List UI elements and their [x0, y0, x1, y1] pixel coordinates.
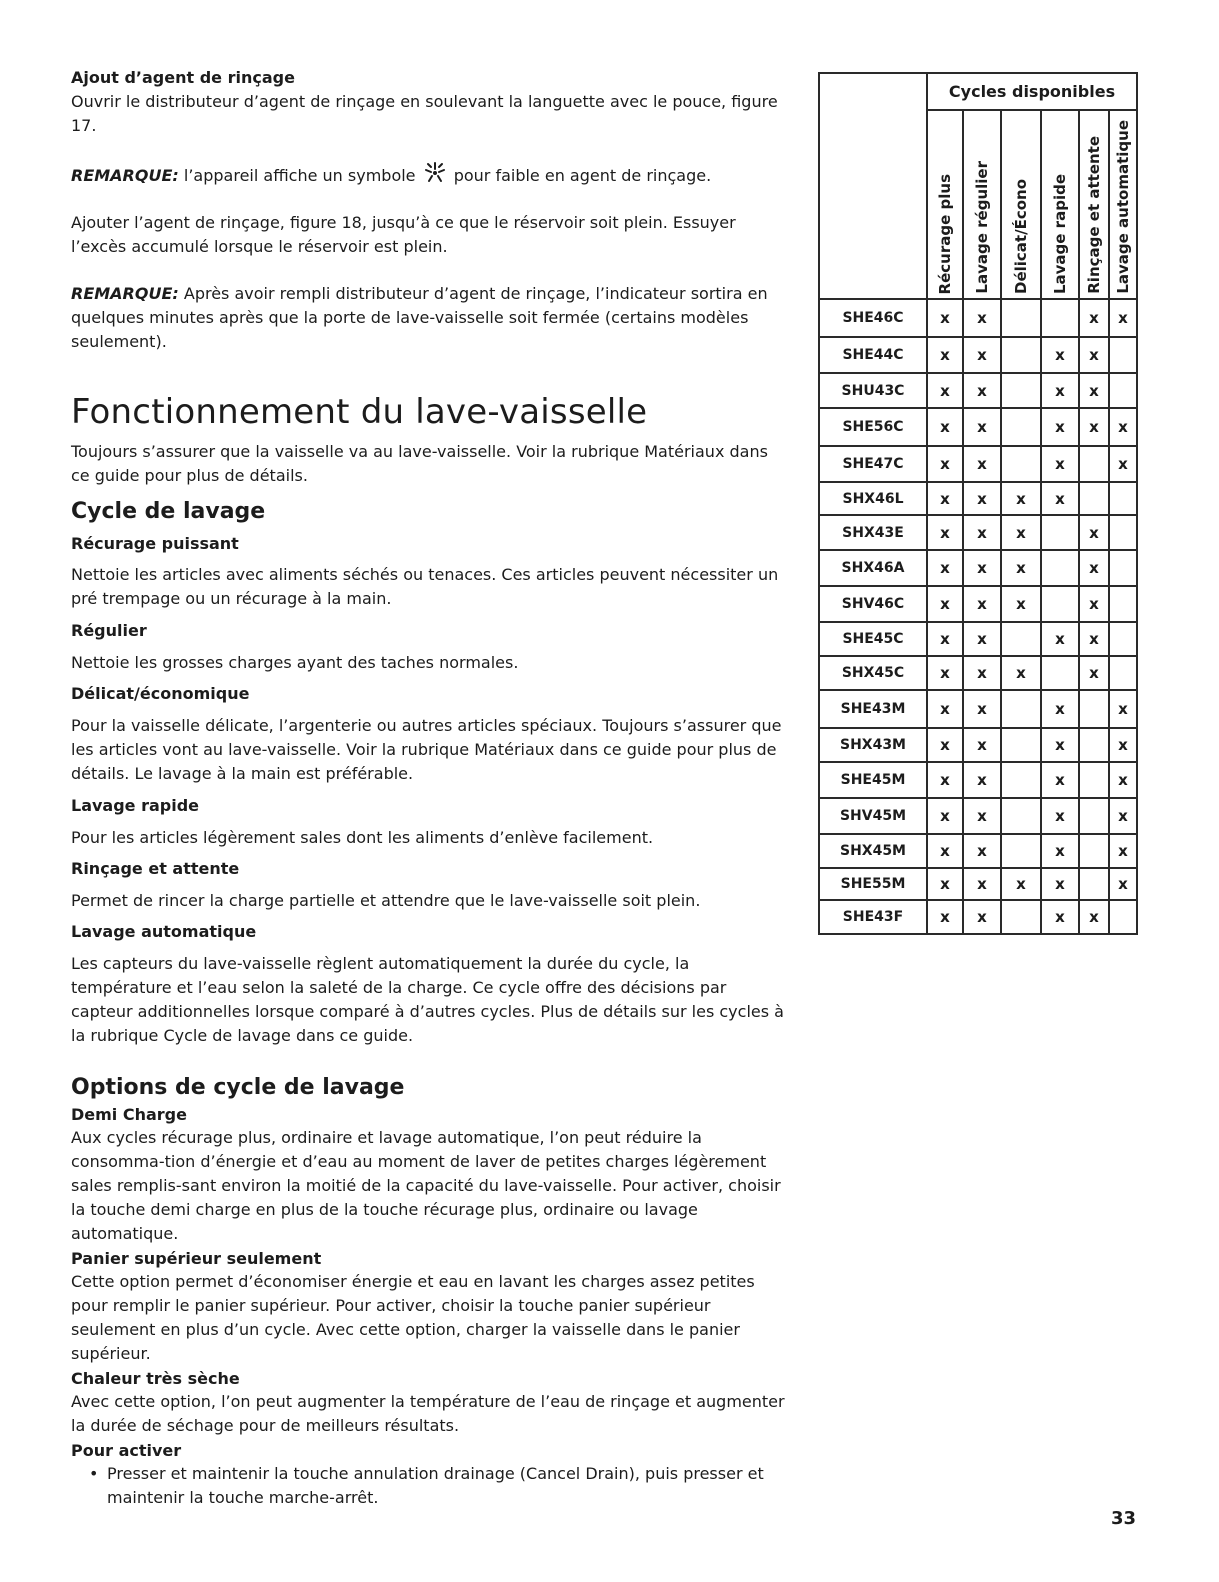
main-intro: Toujours s’assurer que la vaisselle va au lave-vaisselle. Voir la rubrique Matériaux dans ce guide pour plus de détails.	[71, 442, 768, 485]
availability-cell: x	[927, 900, 963, 934]
availability-cell: x	[1001, 656, 1041, 690]
column-header-label: Rinçage et attente	[1085, 136, 1103, 294]
availability-cell	[1079, 762, 1109, 798]
availability-cell: x	[1041, 728, 1079, 762]
availability-cell	[1109, 337, 1137, 373]
option-title: Demi Charge	[71, 1105, 187, 1124]
availability-cell: x	[963, 373, 1001, 408]
availability-cell	[1109, 482, 1137, 515]
availability-cell: x	[927, 728, 963, 762]
availability-cell	[1079, 798, 1109, 834]
rinse-note-1	[71, 161, 786, 188]
availability-cell	[1001, 728, 1041, 762]
availability-cell: x	[1079, 586, 1109, 622]
cycle-text: Pour les articles légèrement sales dont les aliments d’enlève facilement.	[71, 828, 654, 847]
cycle-title: Lavage rapide	[71, 796, 200, 815]
availability-cell: x	[927, 622, 963, 656]
cycle-title: Récurage puissant	[71, 534, 239, 553]
left-column	[71, 66, 786, 1510]
availability-cell: x	[927, 408, 963, 446]
availability-cell	[1041, 586, 1079, 622]
column-header	[927, 110, 963, 299]
availability-cell: x	[963, 622, 1001, 656]
availability-cell	[1109, 586, 1137, 622]
availability-cell: x	[1109, 446, 1137, 482]
availability-cell: x	[963, 550, 1001, 586]
options-heading: Options de cycle de lavage	[71, 1075, 405, 1100]
availability-cell: x	[927, 762, 963, 798]
availability-cell: x	[1041, 900, 1079, 934]
availability-cell	[1109, 656, 1137, 690]
availability-cell: x	[1109, 690, 1137, 728]
option-text: Cette option permet d’économiser énergie et eau en lavant les charges assez petites pour remplir le panier supérieur. Pour activer, choisir la touche panier supérieur seulement en plus d’un cycle. Avec cette option, charger la vaisselle dans le panier supérieur.	[71, 1272, 755, 1363]
availability-cell: x	[1041, 408, 1079, 446]
availability-cell	[1001, 798, 1041, 834]
availability-cell	[1041, 515, 1079, 550]
availability-cell: x	[927, 446, 963, 482]
availability-cell: x	[963, 299, 1001, 337]
model-cell: SHE55M	[819, 868, 927, 900]
availability-cell: x	[1079, 337, 1109, 373]
availability-cell: x	[927, 337, 963, 373]
rinse-note-2	[71, 282, 786, 354]
availability-cell: x	[927, 550, 963, 586]
cycle-text: Pour la vaisselle délicate, l’argenterie ou autres articles spéciaux. Toujours s’assurer que les articles vont au lave-vaisselle. Voir la rubrique Matériaux dans ce guide pour plus de détails. Le lavage à la main est préférable.	[71, 716, 782, 783]
cycles-heading: Cycle de lavage	[71, 499, 266, 524]
note-text: l’appareil affiche un symbole	[178, 166, 421, 185]
availability-cell: x	[1079, 373, 1109, 408]
column-header	[963, 110, 1001, 299]
table-row	[819, 515, 1137, 550]
availability-cell: x	[1079, 550, 1109, 586]
availability-cell	[1001, 622, 1041, 656]
availability-cell: x	[1041, 868, 1079, 900]
availability-cell: x	[963, 656, 1001, 690]
availability-cell: x	[963, 900, 1001, 934]
model-cell: SHE44C	[819, 337, 927, 373]
rinse-paragraph-1: Ouvrir le distributeur d’agent de rinçage en soulevant la languette avec le pouce, figure 17.	[71, 92, 778, 135]
rinse-aid-icon	[423, 161, 447, 185]
availability-cell: x	[1041, 482, 1079, 515]
availability-cell: x	[1079, 515, 1109, 550]
availability-cell: x	[1041, 690, 1079, 728]
availability-cell	[1041, 299, 1079, 337]
availability-cell: x	[963, 762, 1001, 798]
availability-cell: x	[927, 868, 963, 900]
availability-cell: x	[927, 373, 963, 408]
availability-cell: x	[963, 515, 1001, 550]
option-title: Panier supérieur seulement	[71, 1249, 322, 1268]
availability-cell: x	[927, 586, 963, 622]
option-title: Chaleur très sèche	[71, 1369, 240, 1388]
option-text: Aux cycles récurage plus, ordinaire et lavage automatique, l’on peut réduire la consomma-tion d’énergie et d’eau au moment de laver de petites charges légèrement sales remplis-sant environ la moitié de la capacité du lave-vaisselle. Pour activer, choisir la touche demi charge en plus de la touche récurage plus, ordinaire ou lavage automatique.	[71, 1128, 781, 1243]
availability-cell: x	[963, 690, 1001, 728]
column-header	[1041, 110, 1079, 299]
model-cell: SHU43C	[819, 373, 927, 408]
column-header-label: Délicat/Écono	[1012, 179, 1030, 294]
availability-cell: x	[963, 337, 1001, 373]
table-row	[819, 798, 1137, 834]
availability-cell: x	[963, 868, 1001, 900]
availability-cell	[1079, 868, 1109, 900]
table-row	[819, 690, 1137, 728]
availability-cell: x	[1001, 586, 1041, 622]
table-row	[819, 868, 1137, 900]
availability-cell	[1079, 728, 1109, 762]
availability-cell: x	[927, 299, 963, 337]
column-header-label: Lavage rapide	[1051, 173, 1069, 294]
table-row	[819, 900, 1137, 934]
availability-cell: x	[963, 728, 1001, 762]
availability-cell	[1001, 299, 1041, 337]
table-row	[819, 337, 1137, 373]
table-row	[819, 762, 1137, 798]
column-header-label: Lavage régulier	[973, 161, 991, 294]
availability-cell	[1079, 690, 1109, 728]
availability-cell: x	[1041, 337, 1079, 373]
availability-cell: x	[1079, 900, 1109, 934]
availability-cell: x	[1041, 446, 1079, 482]
cycle-title: Délicat/économique	[71, 684, 250, 703]
availability-cell: x	[963, 408, 1001, 446]
table-row	[819, 408, 1137, 446]
model-cell: SHE56C	[819, 408, 927, 446]
cycle-text: Nettoie les grosses charges ayant des taches normales.	[71, 653, 519, 672]
availability-cell	[1079, 446, 1109, 482]
page-number: 33	[1111, 1508, 1137, 1529]
note-text: pour faible en agent de rinçage.	[448, 166, 712, 185]
availability-cell: x	[963, 798, 1001, 834]
page-title: Fonctionnement du lave-vaisselle	[71, 392, 648, 432]
availability-cell	[1001, 690, 1041, 728]
options-list	[71, 1104, 786, 1510]
availability-cell: x	[1079, 408, 1109, 446]
availability-cell: x	[963, 586, 1001, 622]
table-row	[819, 482, 1137, 515]
availability-cell: x	[927, 690, 963, 728]
availability-cell: x	[1001, 515, 1041, 550]
availability-cell	[1109, 373, 1137, 408]
cycle-title: Rinçage et attente	[71, 859, 240, 878]
availability-cell: x	[1109, 728, 1137, 762]
availability-cell: x	[1109, 834, 1137, 868]
table-row	[819, 728, 1137, 762]
cycle-title: Régulier	[71, 621, 147, 640]
rinse-heading: Ajout d’agent de rinçage	[71, 68, 295, 87]
cycle-title: Lavage automatique	[71, 922, 257, 941]
column-header	[1109, 110, 1137, 299]
availability-cell	[1001, 762, 1041, 798]
availability-cell	[1041, 656, 1079, 690]
model-cell: SHE43F	[819, 900, 927, 934]
availability-cell: x	[963, 834, 1001, 868]
availability-cell: x	[1001, 482, 1041, 515]
availability-cell	[1109, 550, 1137, 586]
model-cell: SHE47C	[819, 446, 927, 482]
model-cell: SHX46L	[819, 482, 927, 515]
availability-cell: x	[1079, 622, 1109, 656]
availability-cell: x	[963, 482, 1001, 515]
cycle-text: Nettoie les articles avec aliments séchés ou tenaces. Ces articles peuvent nécessiter un pré trempage ou un récurage à la main.	[71, 565, 779, 608]
availability-cell	[1001, 408, 1041, 446]
availability-cell: x	[1109, 762, 1137, 798]
note-label: REMARQUE:	[71, 284, 179, 303]
activate-list	[71, 1462, 786, 1510]
model-cell: SHE46C	[819, 299, 927, 337]
activate-bullet: • Presser et maintenir la touche annulation drainage (Cancel Drain), puis presser et maintenir la touche marche-arrêt.	[107, 1462, 786, 1510]
availability-cell: x	[1079, 299, 1109, 337]
availability-cell	[1001, 337, 1041, 373]
table-row	[819, 834, 1137, 868]
model-cell: SHV45M	[819, 798, 927, 834]
availability-cell: x	[1041, 762, 1079, 798]
availability-cell	[1001, 834, 1041, 868]
column-header	[1001, 110, 1041, 299]
cycles-list	[71, 533, 786, 1048]
availability-cell: x	[1109, 408, 1137, 446]
availability-cell: x	[927, 482, 963, 515]
availability-cell: x	[927, 515, 963, 550]
model-cell: SHX45C	[819, 656, 927, 690]
availability-cell: x	[963, 446, 1001, 482]
availability-cell	[1001, 373, 1041, 408]
model-cell: SHE45C	[819, 622, 927, 656]
model-cell: SHX43E	[819, 515, 927, 550]
model-cell: SHX46A	[819, 550, 927, 586]
availability-cell: x	[1041, 834, 1079, 868]
availability-cell: x	[1041, 373, 1079, 408]
model-cell: SHX45M	[819, 834, 927, 868]
rinse-paragraph-2: Ajouter l’agent de rinçage, figure 18, jusqu’à ce que le réservoir soit plein. Essuyer l’excès accumulé lorsque le réservoir est plein.	[71, 213, 736, 256]
note-label: REMARQUE:	[71, 166, 179, 185]
activate-title: Pour activer	[71, 1441, 182, 1460]
model-cell: SHE43M	[819, 690, 927, 728]
table-row	[819, 299, 1137, 337]
availability-cell	[1041, 550, 1079, 586]
note-text: Après avoir rempli distributeur d’agent de rinçage, l’indicateur sortira en quelques minutes après que la porte de lave-vaisselle soit fermée (certains modèles seulement).	[71, 284, 768, 351]
availability-cell: x	[1041, 622, 1079, 656]
availability-cell: x	[1109, 868, 1137, 900]
table-row	[819, 622, 1137, 656]
availability-cell	[1109, 515, 1137, 550]
table-row	[819, 373, 1137, 408]
column-header-label: Lavage automatique	[1114, 120, 1132, 294]
model-cell: SHX43M	[819, 728, 927, 762]
availability-cell: x	[1079, 656, 1109, 690]
availability-cell	[1109, 622, 1137, 656]
model-cell: SHE45M	[819, 762, 927, 798]
availability-cell: x	[927, 834, 963, 868]
availability-cell	[1079, 482, 1109, 515]
availability-cell	[1001, 900, 1041, 934]
table-corner	[819, 73, 927, 299]
table-row	[819, 586, 1137, 622]
model-cell: SHV46C	[819, 586, 927, 622]
availability-cell	[1001, 446, 1041, 482]
availability-cell	[1109, 900, 1137, 934]
table-title: Cycles disponibles	[927, 73, 1137, 110]
table-row	[819, 656, 1137, 690]
option-text: Avec cette option, l’on peut augmenter la température de l’eau de rinçage et augmenter la durée de séchage pour de meilleurs résultats.	[71, 1392, 785, 1435]
table-row	[819, 446, 1137, 482]
cycles-table	[818, 72, 1138, 935]
availability-cell	[1079, 834, 1109, 868]
column-header-label: Récurage plus	[936, 173, 954, 294]
column-header	[1079, 110, 1109, 299]
cycle-text: Permet de rincer la charge partielle et attendre que le lave-vaisselle soit plein.	[71, 891, 701, 910]
availability-cell: x	[1109, 299, 1137, 337]
table-row	[819, 550, 1137, 586]
availability-cell: x	[1001, 868, 1041, 900]
availability-cell: x	[927, 798, 963, 834]
availability-cell: x	[1109, 798, 1137, 834]
availability-cell: x	[927, 656, 963, 690]
cycle-text: Les capteurs du lave-vaisselle règlent automatiquement la durée du cycle, la température et l’eau selon la saleté de la charge. Ce cycle offre des décisions par capteur additionnelles lorsque comparé à d’autres cycles. Plus de détails sur les cycles à la rubrique Cycle de lavage dans ce guide.	[71, 954, 784, 1045]
availability-cell: x	[1041, 798, 1079, 834]
availability-cell: x	[1001, 550, 1041, 586]
